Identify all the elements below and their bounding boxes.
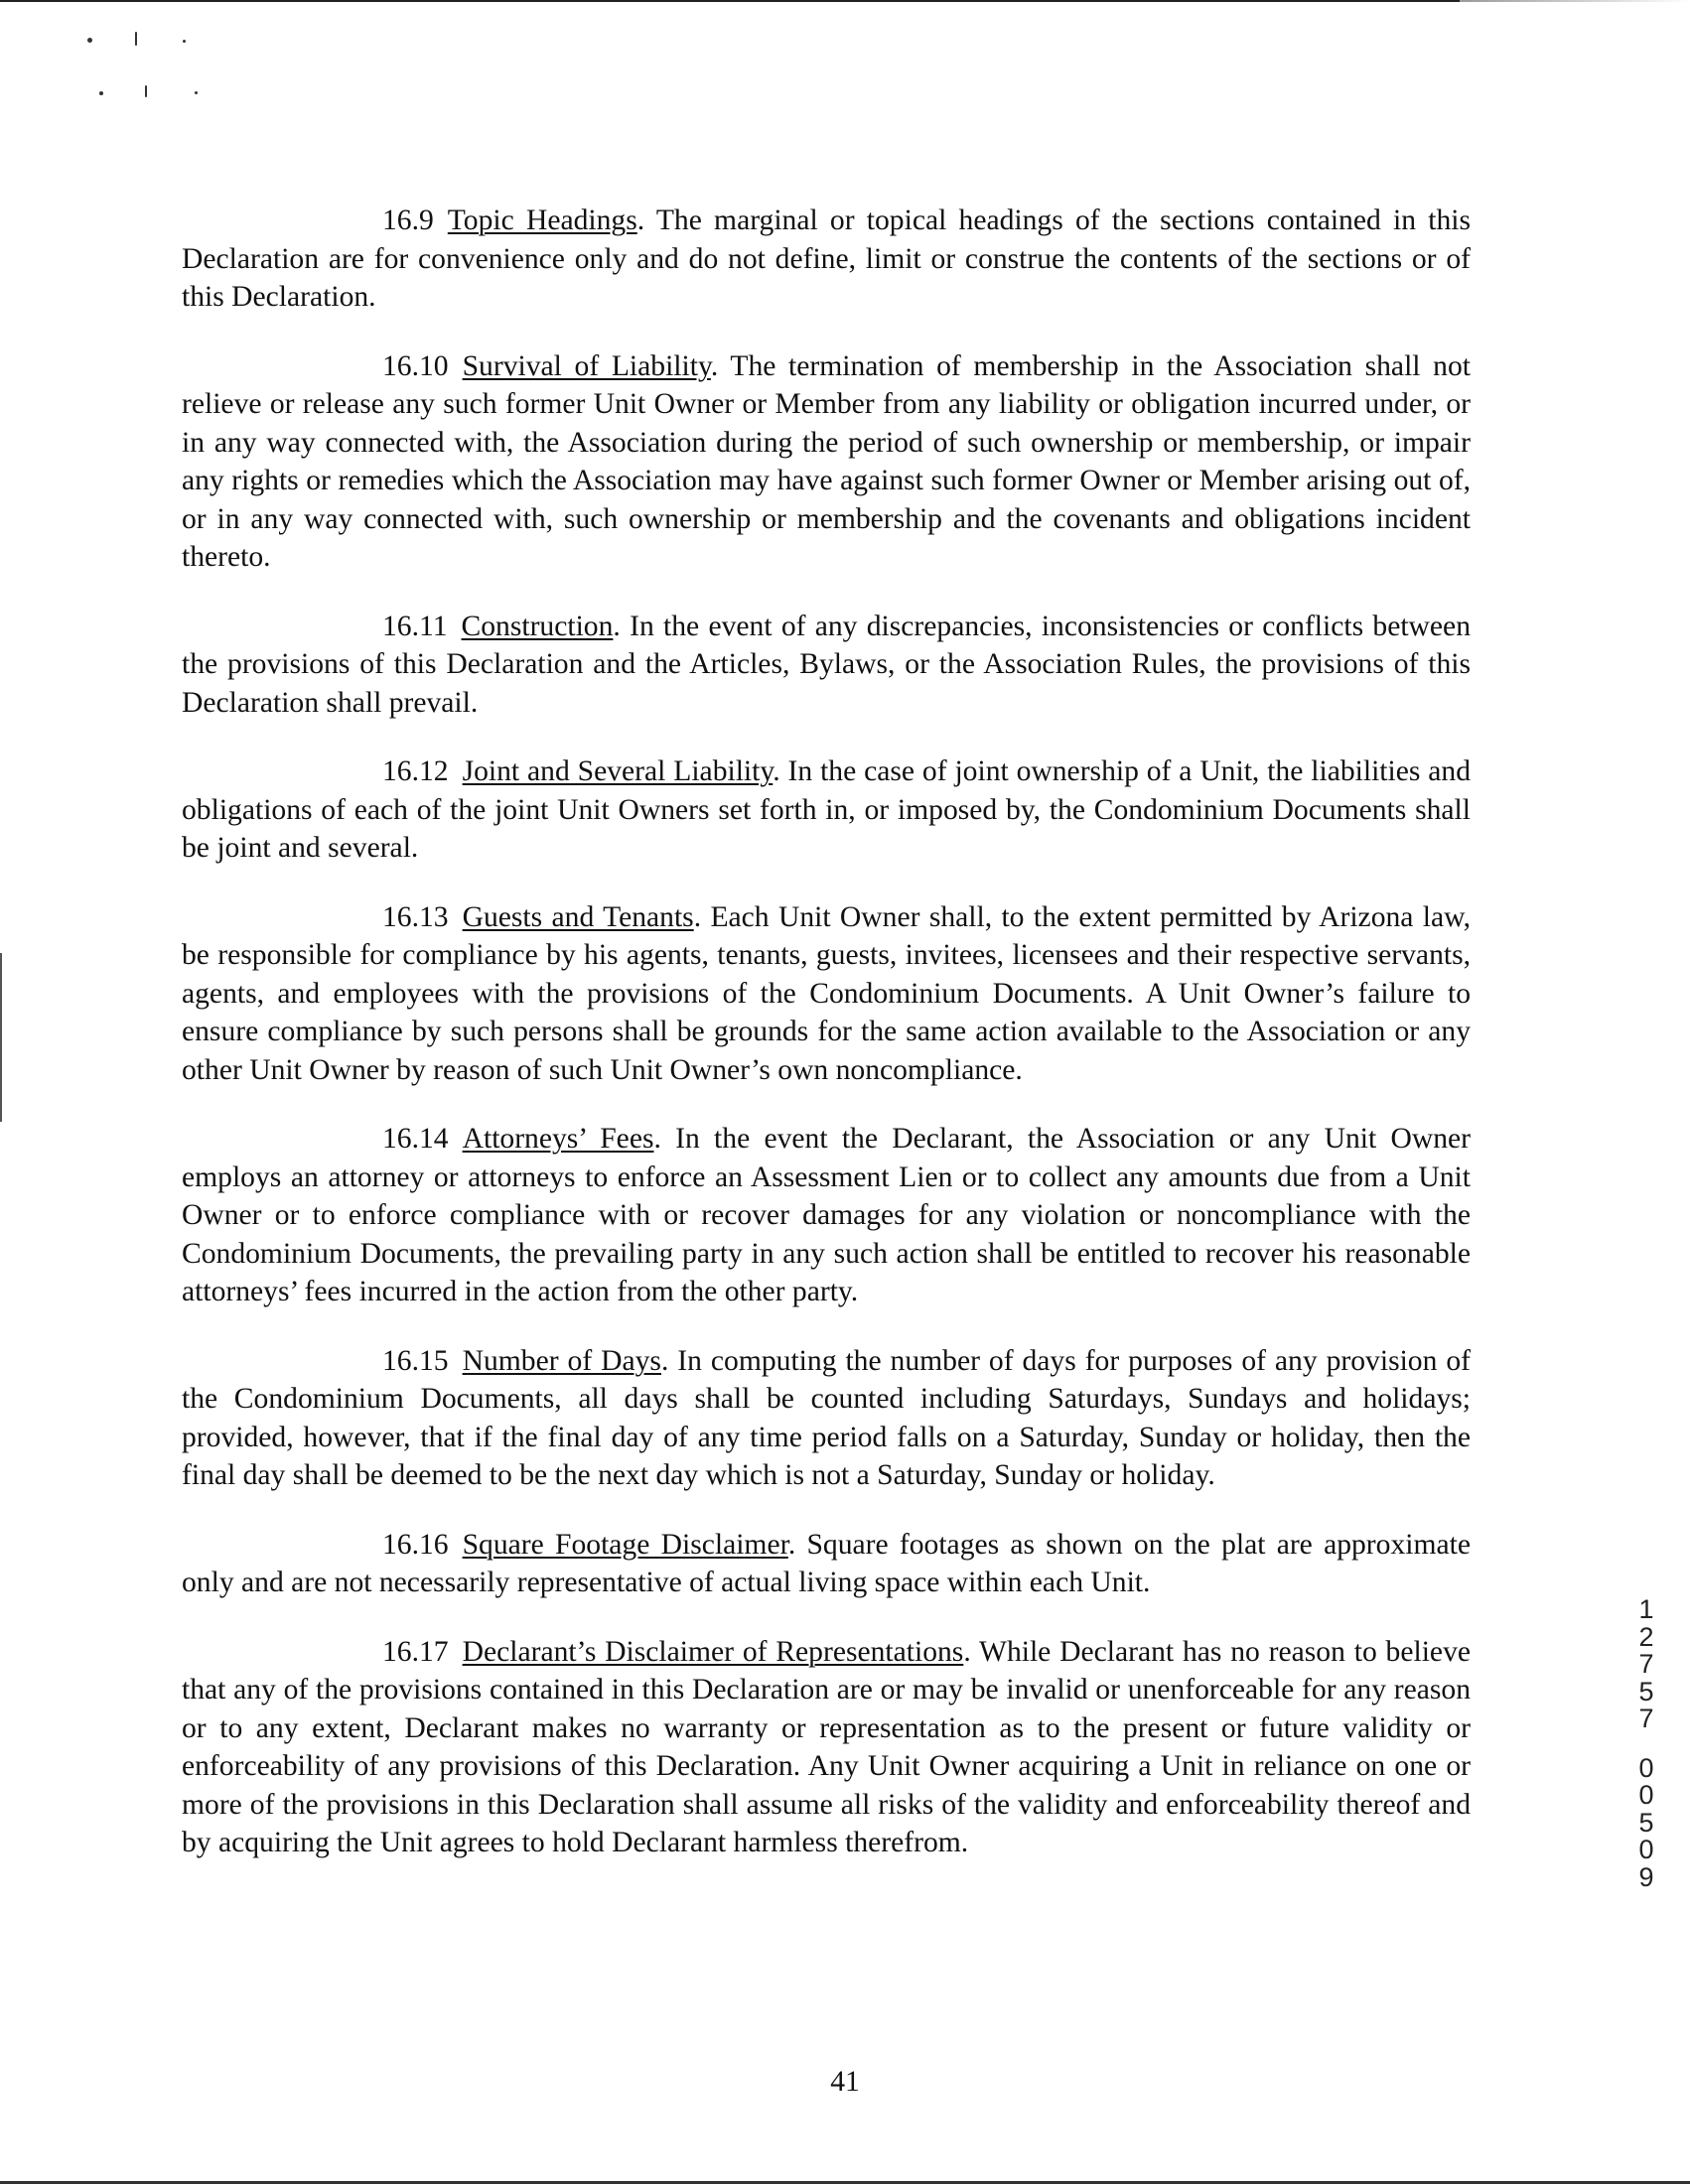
section-text: . Square footages as shown on the plat are approximate only and are not necessarily representative of actual living space within each Unit. (182, 1528, 1471, 1598)
section-number: 16.17 (382, 1635, 449, 1668)
section-heading: Declarant’s Disclaimer of Representations (462, 1635, 964, 1668)
recording-digit: 2 (1638, 1621, 1654, 1652)
section-16-14 (182, 1120, 1471, 1311)
section-heading: Survival of Liability (462, 349, 711, 382)
scan-speck (145, 85, 147, 97)
section-16-11 (182, 608, 1471, 723)
section-number: 16.15 (382, 1344, 449, 1377)
section-text: . In the event the Declarant, the Association or any Unit Owner employs an attorney or attorneys to enforce an Assessment Lien or to collect any amounts due from a Unit Owner or to enforce compliance with or recover damages for any violation or noncompliance with the Condominium Documents, the prevailing party in any such action shall be entitled to recover his reasonable attorneys’ fees incurred in the action from the other party. (182, 1123, 1472, 1307)
section-text: . The termination of membership in the Association shall not relieve or release any such former Unit Owner or Member from any liability or obligation incurred under, or in any way connected with, the Association during the period of such ownership or membership, or impair any rights or remedies which the Association may have against such former Owner or Member arising out of, or in any way connected with, such ownership or membership and the covenants and obligations incident thereto. (182, 349, 1471, 573)
section-heading: Attorneys’ Fees (462, 1123, 654, 1155)
recording-digit: 1 (1638, 1594, 1654, 1624)
section-number: 16.11 (382, 610, 448, 642)
document-body (182, 202, 1471, 1893)
section-heading: Construction (461, 610, 614, 642)
section-number: 16.13 (382, 900, 449, 933)
section-heading: Number of Days (462, 1344, 661, 1377)
section-16-15 (182, 1342, 1471, 1495)
section-text: . Each Unit Owner shall, to the extent permitted by Arizona law, be responsible for compliance by his agents, tenants, guests, invitees, licensees and their respective servants, agents, and employees with the provisions of the Condominium Documents. A Unit Owner’s failure to ensure compliance by such persons shall be grounds for the same action available to the Association or any other Unit Owner by reason of such Unit Owner’s own noncompliance. (182, 900, 1471, 1086)
section-number: 16.10 (382, 349, 449, 382)
recording-digit: 9 (1638, 1861, 1654, 1892)
recording-digit: 7 (1638, 1704, 1654, 1733)
section-heading: Topic Headings (447, 205, 637, 236)
scan-edge-left (0, 953, 2, 1122)
section-16-12 (182, 752, 1471, 868)
section-text: . In the event of any discrepancies, inconsistencies or conflicts between the provisions of this Declaration and the Articles, Bylaws, or the Association Rules, the provisions of this Declaration shall prevail. (182, 610, 1471, 719)
scan-speck (183, 40, 186, 43)
scan-speck (135, 32, 137, 46)
section-16-16 (182, 1526, 1471, 1602)
section-heading: Guests and Tenants (462, 900, 694, 933)
recording-number-gap (1634, 1733, 1658, 1755)
section-number: 16.14 (382, 1123, 449, 1155)
recording-digit: 5 (1638, 1676, 1654, 1706)
section-16-17 (182, 1633, 1471, 1862)
recording-number-stamp (1634, 1596, 1658, 1891)
section-16-13 (182, 898, 1471, 1090)
recording-digit: 5 (1638, 1807, 1654, 1838)
recording-digit: 7 (1638, 1649, 1654, 1679)
section-text: . In the case of joint ownership of a Unit, the liabilities and obligations of each of the joint Unit Owners set forth in, or imposed by, the Condominium Documents shall be joint and several. (182, 755, 1471, 864)
section-text: . The marginal or topical headings of the sections contained in this Declaration are for convenience only and do not define, limit or construe the contents of the sections or of this Declaration. (182, 205, 1471, 313)
scan-speck (99, 91, 103, 95)
recording-digit: 0 (1638, 1835, 1654, 1864)
scan-speck (87, 38, 92, 43)
section-number: 16.16 (382, 1528, 449, 1561)
scan-border-top-fade (1460, 0, 1690, 2)
section-heading: Joint and Several Liability (462, 755, 774, 787)
section-text: . While Declarant has no reason to believe that any of the provisions contained in this Declaration are or may be invalid or unenforceable for any reason or to any extent, Declarant makes no warranty or representation as to the present or future validity or enforceability of any provisions of this Declaration. Any Unit Owner acquiring a Unit in reliance on one or more of the provisions in this Declaration shall assume all risks of the validity and enforceability thereof and by acquiring the Unit agrees to hold Declarant harmless therefrom. (182, 1635, 1472, 1858)
section-number: 16.12 (382, 755, 449, 787)
section-16-9 (182, 202, 1471, 317)
section-text: . In computing the number of days for purposes of any provision of the Condominium Documents, all days shall be counted including Saturdays, Sundays and holidays; provided, however, that if the final day of any time period falls on a Saturday, Sunday or holiday, then the final day shall be deemed to be the next day which is not a Saturday, Sunday or holiday. (182, 1344, 1471, 1491)
scan-border-top (0, 0, 1460, 2)
scan-speck (195, 91, 198, 94)
section-16-10 (182, 347, 1471, 577)
section-number: 16.9 (382, 205, 434, 236)
section-heading: Square Footage Disclaimer (462, 1528, 788, 1561)
recording-digit: 0 (1638, 1780, 1654, 1810)
recording-digit: 0 (1638, 1752, 1654, 1783)
page-number: 41 (830, 2066, 860, 2098)
